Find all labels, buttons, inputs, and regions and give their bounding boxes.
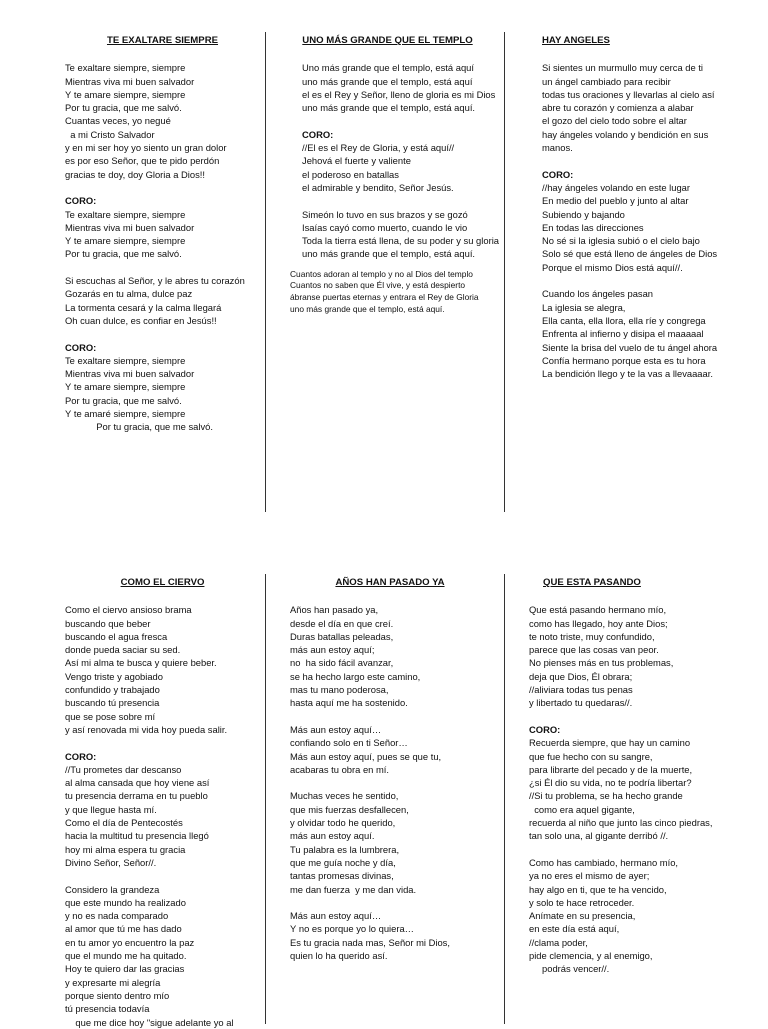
lyric-line	[529, 843, 759, 856]
lyric-line: La tormenta cesará y la calma llegará	[65, 301, 222, 313]
lyric-line: //aliviara todas tus penas	[529, 684, 633, 696]
lyric-line: más aun estoy aquí.	[290, 830, 375, 842]
lyric-line: Confía hermano porque esta es tu hora	[542, 354, 706, 366]
lyric-line: Tu palabra es la lumbrera,	[290, 843, 400, 855]
song-lyrics	[542, 61, 764, 380]
lyric-line: Simeón lo tuvo en sus brazos y se gozó	[302, 208, 468, 220]
lyric-line: Por tu gracia, que me salvó.	[65, 102, 182, 114]
lyric-line: tantas promesas divinas,	[290, 870, 394, 882]
lyric-line: Y te amare siempre, siempre	[65, 88, 186, 100]
chorus-label: CORO:	[302, 128, 334, 140]
lyric-line: todas tus oraciones y llevarlas al cielo así	[542, 88, 715, 100]
lyric-line: Más aun estoy aquí, pues se que tu,	[290, 750, 442, 762]
lyric-line: y así renovada mi vida hoy pueda salir.	[65, 723, 228, 735]
lyric-line	[65, 736, 260, 749]
lyric-line: a mi Cristo Salvador	[65, 128, 155, 140]
song-lyrics	[290, 603, 490, 962]
song-title: HAY ANGELES	[542, 35, 610, 46]
lyric-line: y libertado tu quedaras//.	[529, 697, 633, 709]
column-divider-top-left	[265, 32, 266, 512]
lyric-line: y en mi ser hoy yo siento un gran dolor	[65, 142, 227, 154]
lyric-line: podrás vencer//.	[529, 963, 610, 975]
lyric-line: Isaías cayó como muerto, cuando le vio	[302, 221, 468, 233]
lyric-line: Te exaltare siempre, siempre	[65, 208, 186, 220]
lyric-line: uno más grande que el templo, está aquí.	[302, 102, 476, 114]
lyric-line: Jehová el fuerte y valiente	[302, 155, 411, 167]
lyric-line	[65, 261, 260, 274]
lyric-line: y expresarte mi alegría	[65, 976, 161, 988]
lyric-line: como era aquel gigante,	[529, 803, 635, 815]
lyric-line	[529, 710, 759, 723]
lyric-line: pide clemencia, y al enemigo,	[529, 950, 653, 962]
lyric-line: que se pose sobre mí	[65, 710, 156, 722]
lyric-line: ¿si Él dio su vida, no te podría libertar?	[529, 777, 692, 789]
song-que-esta-pasando	[529, 576, 759, 976]
lyric-line: Siente la brisa del vuelo de tu ángel ahora	[542, 341, 718, 353]
lyric-line	[65, 181, 260, 194]
song-title: UNO MÁS GRANDE QUE EL TEMPLO	[302, 35, 473, 46]
lyric-line: más aun estoy aquí;	[290, 644, 375, 656]
lyric-line: Mientras viva mi buen salvador	[65, 75, 195, 87]
lyric-line: el poderoso en batallas	[302, 168, 399, 180]
lyric-line: en tu amor yo encuentro la paz	[65, 936, 195, 948]
lyric-line: parece que las cosas van peor.	[529, 644, 659, 656]
lyric-line	[302, 114, 495, 127]
song-lyrics	[65, 61, 260, 433]
lyric-line: buscando el agua fresca	[65, 630, 168, 642]
lyric-line: que mis fuerzas desfallecen,	[290, 803, 409, 815]
song-como-el-ciervo	[65, 576, 260, 1029]
lyric-line: Muchas veces he sentido,	[290, 790, 399, 802]
lyric-line: Divino Señor, Señor//.	[65, 856, 157, 868]
lyric-line: Así mi alma te busca y quiere beber.	[65, 657, 217, 669]
lyric-line: No pienses más en tus problemas,	[529, 657, 674, 669]
chorus-label: CORO:	[65, 750, 97, 762]
chorus-label: CORO:	[529, 723, 561, 735]
lyric-line: Como el ciervo ansioso brama	[65, 604, 192, 616]
lyric-line: al amor que tú me has dado	[65, 923, 182, 935]
lyric-line: tu presencia derrama en tu pueblo	[65, 790, 208, 802]
lyric-line: el admirable y bendito, Señor Jesús.	[302, 181, 454, 193]
song-title: COMO EL CIERVO	[120, 577, 205, 588]
lyric-line: que me dice hoy "sigue adelante yo al	[65, 1016, 234, 1028]
lyric-line: Gozarás en tu alma, dulce paz	[65, 288, 193, 300]
lyric-line: Por tu gracia, que me salvó.	[65, 248, 182, 260]
lyric-line: Subiendo y bajando	[542, 208, 625, 220]
lyric-line: desde el día en que creí.	[290, 617, 394, 629]
lyric-line: no ha sido fácil avanzar,	[290, 657, 394, 669]
lyric-line: ábranse puertas eternas y entrara el Rey de Gloria	[290, 291, 479, 302]
lyric-line: manos.	[542, 142, 573, 154]
lyric-line: En todas las direcciones	[542, 221, 644, 233]
lyric-line: La bendición llego y te la vas a llevaaaar.	[542, 368, 713, 380]
lyric-line: es por eso Señor, que te pido perdón	[65, 155, 220, 167]
lyric-line: hay ángeles volando y bendición en sus	[542, 128, 709, 140]
lyric-line: Enfrenta al infierno y disipa el maaaaal	[542, 328, 704, 340]
lyric-line: y que llegue hasta mí.	[65, 803, 157, 815]
lyric-line: y solo te hace retroceder.	[529, 896, 635, 908]
lyric-line: confiando solo en ti Señor…	[290, 737, 408, 749]
lyric-line: Toda la tierra está llena, de su poder y su gloria	[302, 235, 499, 247]
lyric-line: abre tu corazón y comienza a alabar	[542, 102, 694, 114]
lyric-line: Oh cuan dulce, es confiar en Jesús!!	[65, 314, 217, 326]
lyric-line: me dan fuerza y me dan vida.	[290, 883, 417, 895]
lyric-line: Más aun estoy aquí…	[290, 723, 382, 735]
lyric-line: Como el día de Pentecostés	[65, 817, 183, 829]
lyric-line: //Tu prometes dar descanso	[65, 763, 182, 775]
lyric-line: En medio del pueblo y junto al altar	[542, 195, 689, 207]
column-divider-top-right	[504, 32, 505, 512]
lyric-line: Que está pasando hermano mío,	[529, 604, 667, 616]
lyric-line: Cuantos adoran al templo y no al Dios del templo	[290, 268, 473, 279]
lyric-line: acabaras tu obra en mí.	[290, 763, 390, 775]
chorus-label: CORO:	[65, 341, 97, 353]
lyric-line: y olvidar todo he querido,	[290, 817, 396, 829]
chorus-label: CORO:	[65, 195, 97, 207]
song-lyrics	[65, 603, 260, 1029]
lyric-line: uno más grande que el templo, está aquí	[302, 75, 473, 87]
lyric-line: donde pueda saciar su sed.	[65, 644, 181, 656]
lyric-line: que este mundo ha realizado	[65, 896, 186, 908]
song-small-verse	[280, 269, 495, 315]
lyric-line: al alma cansada que hoy viene así	[65, 777, 210, 789]
lyric-line: hay algo en ti, que te ha vencido,	[529, 883, 667, 895]
lyric-line: quien lo ha querido así.	[290, 950, 388, 962]
chorus-label: CORO:	[542, 168, 574, 180]
column-divider-bottom-left	[265, 574, 266, 1024]
lyric-line	[302, 194, 495, 207]
lyric-line: //Si tu problema, se ha hecho grande	[529, 790, 683, 802]
lyric-line: porque siento dentro mío	[65, 989, 170, 1001]
song-title: QUE ESTA PASANDO	[543, 577, 641, 588]
lyric-line: Por tu gracia, que me salvó.	[65, 394, 182, 406]
lyric-line: Por tu gracia, que me salvó.	[65, 421, 213, 433]
song-lyrics	[529, 603, 759, 975]
song-title: AÑOS HAN PASADO YA	[335, 577, 445, 588]
lyric-line: que me guía noche y día,	[290, 856, 396, 868]
lyric-line: Mientras viva mi buen salvador	[65, 221, 195, 233]
lyric-line: hoy mi alma espera tu gracia	[65, 843, 186, 855]
lyric-line	[65, 327, 260, 340]
column-divider-bottom-right	[504, 574, 505, 1024]
lyric-line: el gozo del cielo todo sobre el altar	[542, 115, 687, 127]
lyric-line: No sé si la iglesia subió o el cielo bajo	[542, 235, 700, 247]
lyric-line: Anímate en su presencia,	[529, 910, 636, 922]
lyric-line	[290, 710, 490, 723]
lyric-line: Cuando los ángeles pasan	[542, 288, 654, 300]
lyric-line: y no es nada comparado	[65, 910, 169, 922]
lyric-line: confundido y trabajado	[65, 684, 160, 696]
lyric-line	[542, 154, 764, 167]
lyric-line: tan solo una, al gigante derribó //.	[529, 830, 669, 842]
lyric-line: Y te amaré siempre, siempre	[65, 408, 186, 420]
lyric-line: //El es el Rey de Gloria, y está aquí//	[302, 142, 455, 154]
lyric-line: Ella canta, ella llora, ella ríe y congrega	[542, 314, 706, 326]
lyric-line: Y te amare siempre, siempre	[65, 381, 186, 393]
lyric-line: hacia la multitud tu presencia llegó	[65, 830, 209, 842]
lyric-line: deja que Dios, Él obrara;	[529, 670, 633, 682]
lyric-line	[290, 776, 490, 789]
lyric-line: uno más grande que el templo, está aquí.	[290, 303, 445, 314]
lyric-line: buscando que beber	[65, 617, 151, 629]
lyric-line: Cuantos no saben que Él vive, y está despierto	[290, 280, 466, 291]
lyric-line: mas tu mano poderosa,	[290, 684, 389, 696]
lyric-line: Uno más grande que el templo, está aquí	[302, 62, 474, 74]
lyric-line: Duras batallas peleadas,	[290, 630, 394, 642]
lyric-line: Años han pasado ya,	[290, 604, 379, 616]
lyric-line: en este día está aquí,	[529, 923, 620, 935]
lyric-line: te noto triste, muy confundido,	[529, 630, 655, 642]
lyric-line: Más aun estoy aquí…	[290, 910, 382, 922]
lyric-line: La iglesia se alegra,	[542, 301, 626, 313]
lyric-line: hasta aquí me ha sostenido.	[290, 697, 408, 709]
lyric-line: tú presencia todavía	[65, 1003, 150, 1015]
lyric-line: Mientras viva mi buen salvador	[65, 368, 195, 380]
lyric-line: que el mundo me ha quitado.	[65, 950, 187, 962]
lyric-line: ya no eres el mismo de ayer;	[529, 870, 650, 882]
lyric-line: Te exaltare siempre, siempre	[65, 354, 186, 366]
lyric-line: un ángel cambiado para recibir	[542, 75, 671, 87]
song-te-exaltare-siempre	[65, 34, 260, 434]
lyric-line: Es tu gracia nada mas, Señor mi Dios,	[290, 936, 450, 948]
lyric-line: gracias te doy, doy Gloria a Dios!!	[65, 168, 205, 180]
song-anos-han-pasado-ya	[290, 576, 490, 962]
song-hay-angeles	[542, 34, 764, 380]
lyric-line: Te exaltare siempre, siempre	[65, 62, 186, 74]
lyric-line	[542, 274, 764, 287]
lyric-line: Como has cambiado, hermano mío,	[529, 856, 679, 868]
lyric-line: buscando tú presencia	[65, 697, 160, 709]
lyric-line: que fue hecho con su sangre,	[529, 750, 653, 762]
lyric-line: Recuerda siempre, que hay un camino	[529, 737, 691, 749]
lyric-line: Si sientes un murmullo muy cerca de ti	[542, 62, 704, 74]
song-lyrics	[280, 61, 499, 260]
lyric-line: Vengo triste y agobiado	[65, 670, 163, 682]
lyric-line: Hoy te quiero dar las gracias	[65, 963, 185, 975]
lyric-line: Cuantas veces, yo negué	[65, 115, 171, 127]
lyric-line: Y te amare siempre, siempre	[65, 235, 186, 247]
lyric-line: Y no es porque yo lo quiera…	[290, 923, 415, 935]
lyric-line	[65, 869, 260, 882]
lyric-line: el es el Rey y Señor, lleno de gloria es mi Dios	[302, 88, 496, 100]
lyric-line: Porque el mismo Dios está aquí//.	[542, 261, 683, 273]
lyric-line: recuerda al niño que junto las cinco piedras,	[529, 817, 713, 829]
song-title: TE EXALTARE SIEMPRE	[106, 35, 219, 46]
lyric-line	[290, 896, 490, 909]
lyric-line: //hay ángeles volando en este lugar	[542, 181, 691, 193]
lyric-line: para librarte del pecado y de la muerte,	[529, 763, 693, 775]
lyric-line: Considero la grandeza	[65, 883, 160, 895]
lyric-line: como has llegado, hoy ante Dios;	[529, 617, 668, 629]
song-uno-mas-grande-que-el-templo	[280, 34, 499, 315]
lyric-line: Si escuchas al Señor, y le abres tu corazón	[65, 275, 245, 287]
lyric-line: se ha hecho largo este camino,	[290, 670, 421, 682]
lyric-line: uno más grande que el templo, está aquí.	[302, 248, 476, 260]
lyric-line: Solo sé que está lleno de ángeles de Dios	[542, 248, 718, 260]
lyric-line: //clama poder,	[529, 936, 588, 948]
